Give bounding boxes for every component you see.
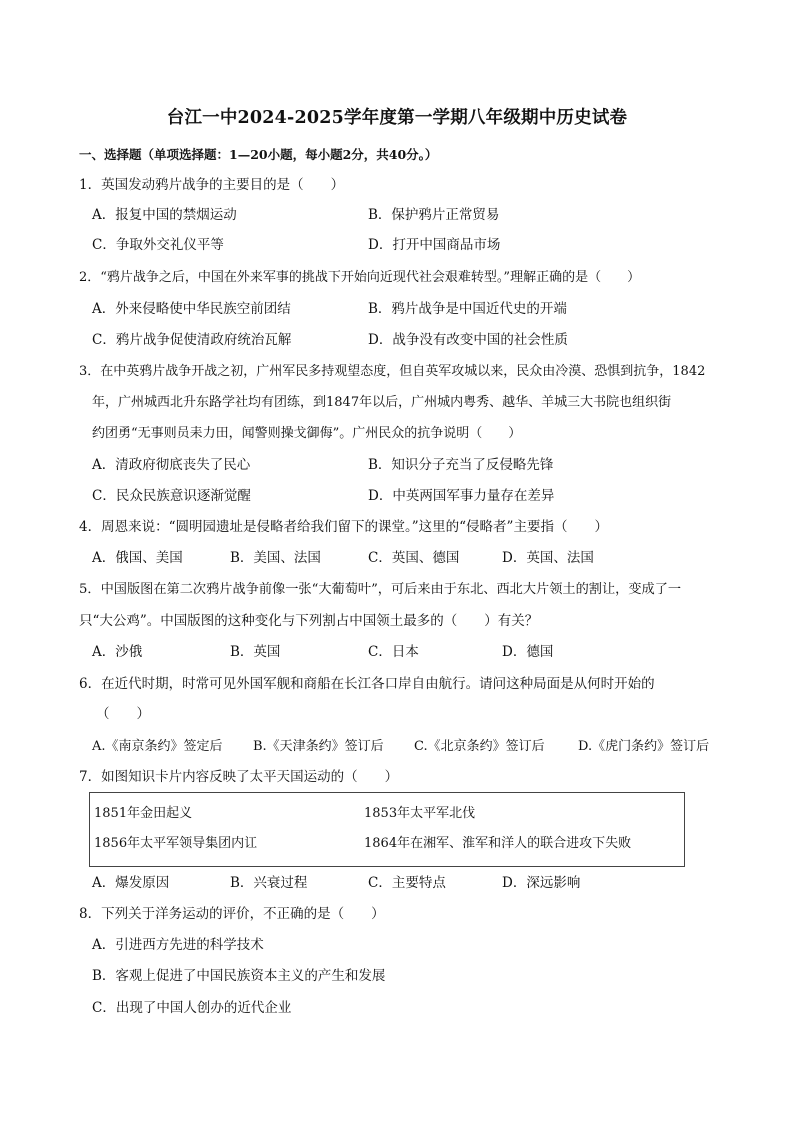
q3-option-b: B．知识分子充当了反侵略先锋 [368, 457, 554, 473]
question-7-stem: 7．如图知识卡片内容反映了太平天国运动的（ ） [79, 769, 399, 785]
q4-option-d: D．英国、法国 [502, 550, 594, 566]
question-6-line-2: （ ） [96, 706, 150, 722]
question-3-line-3: 约团勇“无事则员耒力田，闻警则操戈御侮”。广州民众的抗争说明（ ） [92, 426, 522, 441]
q2-option-c: C．鸦片战争促使清政府统治瓦解 [92, 332, 292, 348]
q6-option-a: A.《南京条约》签定后 [92, 739, 223, 754]
question-5-line-2: 只“大公鸡”。中国版图的这种变化与下列割占中国领土最多的（ ）有关？ [79, 613, 539, 629]
q7-option-b: B．兴衰过程 [230, 875, 308, 891]
question-1-stem: 1．英国发动鸦片战争的主要目的是（ ） [79, 177, 345, 193]
question-4-stem: 4．周恩来说：“圆明园遗址是侵略者给我们留下的课堂。”这里的“侵略者”主要指（ ） [79, 519, 608, 535]
q7-option-c: C．主要特点 [368, 875, 446, 891]
q6-option-d: D.《虎门条约》签订后 [578, 739, 710, 754]
q5-option-b: B．英国 [230, 644, 281, 660]
section-heading: 一、选择题（单项选择题：1—20小题，每小题2分，共40分。） [79, 147, 438, 162]
q3-option-d: D．中英两国军事力量存在差异 [368, 488, 555, 504]
card-item-1853: 1853年太平军北伐 [364, 806, 476, 821]
q4-option-b: B．美国、法国 [230, 550, 321, 566]
q3-option-a: A．清政府彻底丧失了民心 [92, 457, 251, 473]
q7-option-a: A．爆发原因 [92, 875, 170, 891]
question-8-stem: 8．下列关于洋务运动的评价，不正确的是（ ） [79, 906, 385, 922]
q5-option-a: A．沙俄 [92, 644, 143, 660]
question-6-line-1: 6．在近代时期，时常可见外国军舰和商船在长江各口岸自由航行。请问这种局面是从何时开始的 [79, 676, 655, 692]
q5-option-c: C．日本 [368, 644, 419, 660]
q8-option-c: C．出现了中国人创办的近代企业 [92, 1000, 292, 1016]
q6-option-c: C.《北京条约》签订后 [414, 739, 545, 754]
q1-option-d: D．打开中国商品市场 [368, 237, 501, 253]
q8-option-a: A．引进西方先进的科学技术 [92, 937, 264, 953]
knowledge-card [89, 792, 685, 867]
q1-option-a: A．报复中国的禁烟运动 [92, 207, 237, 223]
exam-title: 台江一中2024-2025学年度第一学期八年级期中历史试卷 [166, 108, 628, 128]
q5-option-d: D．德国 [502, 644, 554, 660]
q1-option-b: B．保护鸦片正常贸易 [368, 207, 500, 223]
card-item-1864: 1864年在湘军、淮军和洋人的联合进攻下失败 [364, 836, 632, 851]
question-3-line-1: 3．在中英鸦片战争开战之初，广州军民多持观望态度，但自英军攻城以来，民众由冷漠、恐惧到抗争，1842 [79, 364, 706, 379]
q2-option-d: D．战争没有改变中国的社会性质 [368, 332, 568, 348]
q7-option-d: D．深远影响 [502, 875, 581, 891]
question-3-line-2: 年，广州城西北升东路学社均有团练，到1847年以后，广州城内粤秀、越华、羊城三大书院也组织街 [92, 395, 672, 410]
q2-option-a: A．外来侵略使中华民族空前团结 [92, 301, 291, 317]
q4-option-c: C．英国、德国 [368, 550, 460, 566]
q4-option-a: A．俄国、美国 [92, 550, 183, 566]
q6-option-b: B.《天津条约》签订后 [253, 739, 384, 754]
q1-option-c: C．争取外交礼仪平等 [92, 237, 224, 253]
q8-option-b: B．客观上促进了中国民族资本主义的产生和发展 [92, 968, 386, 984]
q3-option-c: C．民众民族意识逐渐觉醒 [92, 488, 251, 504]
card-item-1856: 1856年太平军领导集团内讧 [94, 836, 258, 851]
card-item-1851: 1851年金田起义 [94, 806, 193, 821]
question-5-line-1: 5．中国版图在第二次鸦片战争前像一张“大葡萄叶”，可后来由于东北、西北大片领土的割让，变成了一 [79, 582, 682, 597]
question-2-stem: 2．“鸦片战争之后，中国在外来军事的挑战下开始向近现代社会艰难转型。”理解正确的是（ ） [79, 270, 641, 285]
q2-option-b: B．鸦片战争是中国近代史的开端 [368, 301, 567, 317]
